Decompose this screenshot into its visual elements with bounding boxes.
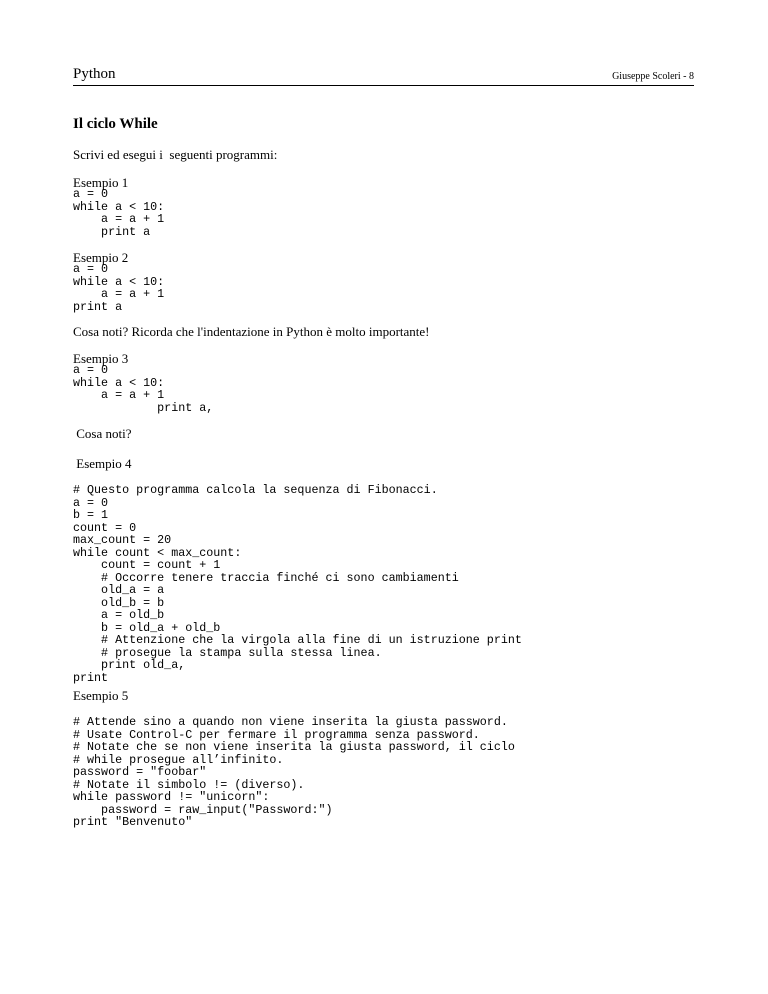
code-line: old_b = b — [73, 595, 165, 610]
code-line: # Usate Control-C per fermare il programma senza password. — [73, 727, 480, 742]
code-line: print a — [73, 299, 123, 314]
code-line: print a — [73, 224, 151, 239]
code-line: while a < 10: — [73, 375, 165, 390]
code-line: a = 0 — [73, 363, 109, 377]
code-line: while password != "unicorn": — [73, 790, 270, 804]
code-line: print — [73, 670, 109, 685]
header-rule — [73, 85, 694, 86]
code-line: max_count = 20 — [73, 533, 172, 547]
code-line: password = raw_input("Password:") — [73, 802, 333, 817]
code-line: # prosegue la stampa sulla stessa linea. — [73, 645, 382, 660]
note-indentation: Cosa noti? Ricorda che l'indentazione in Python è molto importante! — [73, 324, 430, 339]
note-question: Cosa noti? — [73, 426, 132, 441]
code-line: old_a = a — [73, 583, 165, 597]
code-line: a = 0 — [73, 495, 109, 510]
example-1-code — [73, 188, 164, 238]
code-line: # Attende sino a quando non viene inserita la giusta password. — [73, 715, 508, 729]
example-4-code — [73, 484, 522, 684]
example-2-label: Esempio 2 — [73, 250, 129, 265]
example-4-label: Esempio 4 — [73, 456, 132, 471]
code-line: while a < 10: — [73, 199, 165, 214]
code-line: a = 0 — [73, 187, 109, 201]
code-line: while count < max_count: — [73, 545, 242, 560]
code-line: count = count + 1 — [73, 558, 221, 572]
code-line: b = 1 — [73, 508, 109, 522]
code-line: a = a + 1 — [73, 388, 165, 402]
code-line: # Notate il simbolo != (diverso). — [73, 777, 305, 792]
code-line: a = old_b — [73, 608, 165, 622]
intro-text: Scrivi ed esegui i seguenti programmi: — [73, 147, 278, 162]
header-title: Python — [73, 66, 116, 82]
code-line: # Questo programma calcola la sequenza di Fibonacci. — [73, 483, 438, 497]
code-line: # Notate che se non viene inserita la giusta password, il ciclo — [73, 740, 515, 754]
section-title: Il ciclo While — [73, 116, 158, 132]
example-3-code — [73, 364, 213, 414]
example-5-code — [73, 716, 515, 829]
example-1-label: Esempio 1 — [73, 175, 129, 190]
code-line: # Attenzione che la virgola alla fine di un istruzione print — [73, 633, 522, 647]
code-line: count = 0 — [73, 520, 137, 535]
code-line: print a, — [73, 400, 214, 415]
code-line: a = a + 1 — [73, 212, 165, 226]
code-line: # Occorre tenere traccia finché ci sono cambiamenti — [73, 570, 459, 585]
code-line: print old_a, — [73, 658, 186, 672]
code-line: print "Benvenuto" — [73, 815, 193, 829]
code-line: a = a + 1 — [73, 287, 165, 301]
example-3-label: Esempio 3 — [73, 351, 129, 366]
example-2-code — [73, 263, 164, 313]
code-line: while a < 10: — [73, 274, 165, 289]
header-author-page: Giuseppe Scoleri - 8 — [612, 71, 694, 82]
code-line: a = 0 — [73, 262, 109, 276]
code-line: # while prosegue all’infinito. — [73, 752, 284, 767]
example-5-label: Esempio 5 — [73, 688, 129, 703]
code-line: password = "foobar" — [73, 765, 207, 779]
code-line: b = old_a + old_b — [73, 620, 221, 635]
